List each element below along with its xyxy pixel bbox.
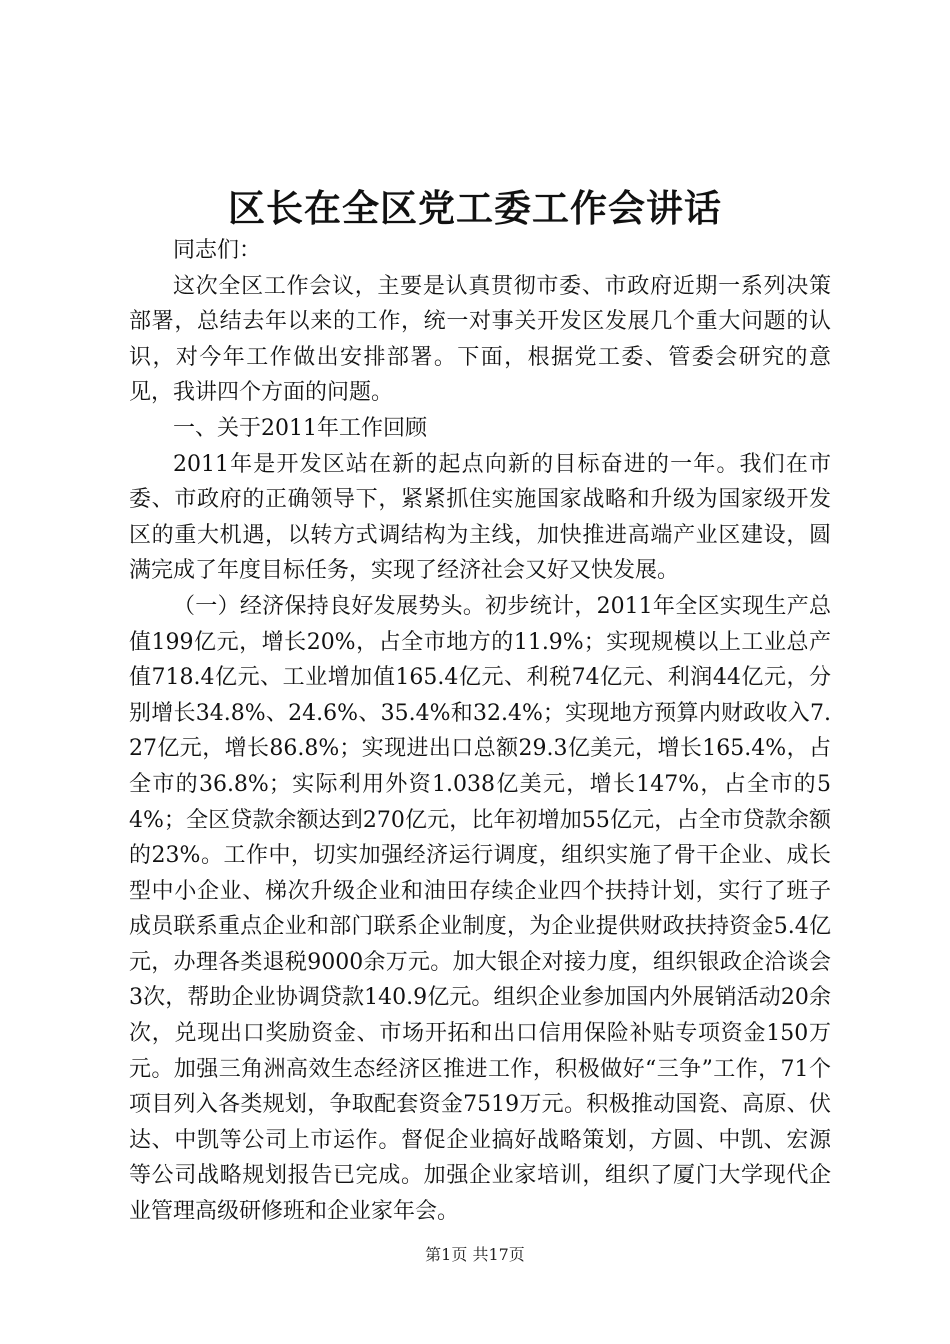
paragraph-intro: 这次全区工作会议，主要是认真贯彻市委、市政府近期一系列决策部署，总结去年以来的工作，统一对事关开发区发展几个重大问题的认识，对今年工作做出安排部署。下面，根据党工委、管委会研究的意见，我讲四个方面的问题。 [129,273,831,406]
page-footer: 第1页 共17页 [425,1245,525,1264]
document-body [129,233,831,1230]
paragraph-salutation: 同志们： [173,238,262,263]
document-title: 区长在全区党工委工作会讲话 [228,186,722,230]
section-heading: 一、关于2011年工作回顾 [173,415,427,441]
paragraph-economy: （一）经济保持良好发展势头。初步统计，2011年全区实现生产总值199亿元，增长20%，占全市地方的11.9%；实现规模以上工业总产值718.4亿元、工业增加值165.4亿元、利税74亿元、利润44亿元，分别增长34.8%、24.6%、35.4%和32.4%；实现地方预算内财政收入7.27亿元，增长86.8%；实现进出口总额29.3亿美元，增长165.4%，占全市的36.8%；实际利用外资1.038亿美元，增长147%，占全市的54%；全区贷款余额达到270亿元，比年初增加55亿元，占全市贷款余额的23%。工作中，切实加强经济运行调度，组织实施了骨干企业、成长型中小企业、梯次升级企业和油田存续企业四个扶持计划，实行了班子成员联系重点企业和部门联系企业制度，为企业提供财政扶持资金5.4亿元，办理各类退税9000余万元。加大银企对接力度，组织银政企洽谈会3次，帮助企业协调贷款140.9亿元。组织企业参加国内外展销活动20余次，兑现出口奖励资金、市场开拓和出口信用保险补贴专项资金150万元。加强三角洲高效生态经济区推进工作，积极做好“三争”工作，71个项目列入各类规划，争取配套资金7519万元。积极推动国瓷、高原、伏达、中凯等公司上市运作。督促企业搞好战略策划，方圆、中凯、宏源等公司战略规划报告已完成。加强企业家培训，组织了厦门大学现代企业管理高级研修班和企业家年会。 [129,593,831,1225]
paragraph-overview: 2011年是开发区站在新的起点向新的目标奋进的一年。我们在市委、市政府的正确领导下，紧紧抓住实施国家战略和升级为国家级开发区的重大机遇，以转方式调结构为主线，加快推进高端产业区建设，圆满完成了年度目标任务，实现了经济社会又好又快发展。 [129,451,831,584]
